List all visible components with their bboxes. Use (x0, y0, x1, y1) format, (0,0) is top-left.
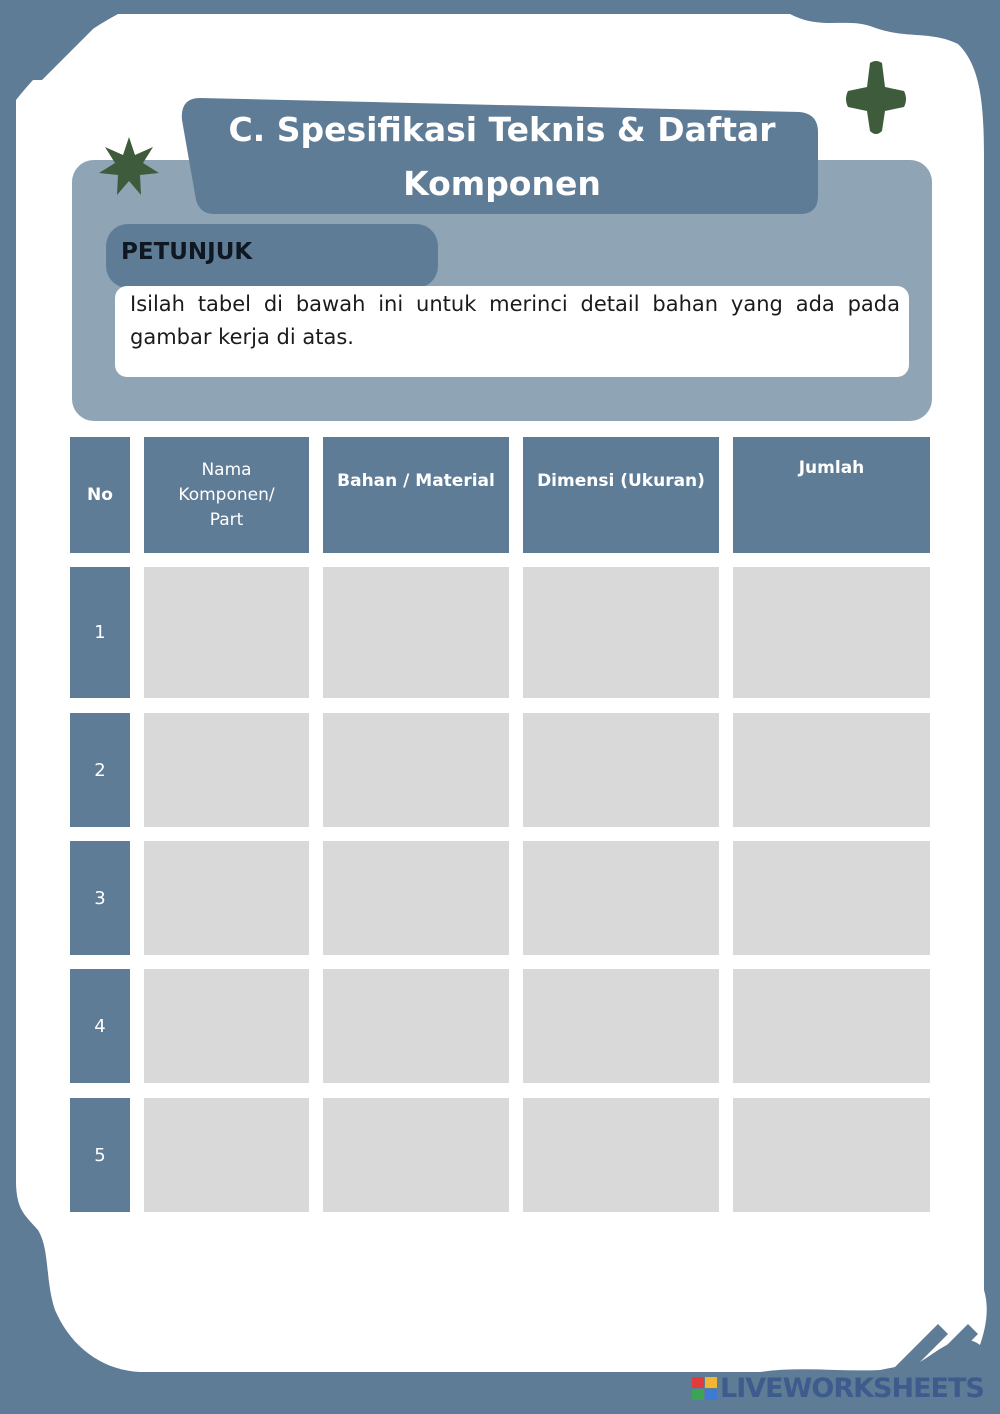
input-cell-jumlah[interactable] (733, 969, 930, 1083)
input-cell-nama[interactable] (144, 1098, 309, 1212)
input-cell-dimensi[interactable] (523, 841, 719, 955)
input-cell-dimensi[interactable] (523, 969, 719, 1083)
row-number: 3 (70, 841, 130, 955)
brand-name: LIVEWORKSHEETS (720, 1373, 984, 1404)
brand-footer (692, 1374, 984, 1404)
input-cell-bahan[interactable] (323, 969, 509, 1083)
header-no: No (70, 437, 130, 553)
row-number: 5 (70, 1098, 130, 1212)
input-cell-bahan[interactable] (323, 841, 509, 955)
input-cell-bahan[interactable] (323, 713, 509, 827)
row-number: 1 (70, 567, 130, 698)
input-cell-nama[interactable] (144, 841, 309, 955)
input-cell-dimensi[interactable] (523, 1098, 719, 1212)
liveworksheets-logo-icon (692, 1377, 718, 1401)
input-cell-bahan[interactable] (323, 1098, 509, 1212)
row-number: 4 (70, 969, 130, 1083)
input-cell-bahan[interactable] (323, 567, 509, 698)
input-cell-dimensi[interactable] (523, 713, 719, 827)
input-cell-nama[interactable] (144, 567, 309, 698)
header-bahan-material: Bahan / Material (323, 437, 509, 553)
page-title (186, 100, 818, 214)
input-cell-jumlah[interactable] (733, 713, 930, 827)
instruction-label: PETUNJUK (121, 239, 253, 265)
input-cell-jumlah[interactable] (733, 567, 930, 698)
instruction-text: Isilah tabel di bawah ini untuk merinci detail bahan yang ada pada gambar kerja di atas. (130, 292, 900, 349)
title-line-1: C. Spesifikasi Teknis & Daftar (228, 110, 776, 149)
header-jumlah: Jumlah (733, 437, 930, 553)
header-nama-komponen: Nama Komponen/ Part (144, 437, 309, 553)
input-cell-dimensi[interactable] (523, 567, 719, 698)
title-line-2: Komponen (403, 164, 601, 203)
row-number: 2 (70, 713, 130, 827)
input-cell-nama[interactable] (144, 713, 309, 827)
header-dimensi: Dimensi (Ukuran) (523, 437, 719, 553)
input-cell-nama[interactable] (144, 969, 309, 1083)
input-cell-jumlah[interactable] (733, 1098, 930, 1212)
input-cell-jumlah[interactable] (733, 841, 930, 955)
